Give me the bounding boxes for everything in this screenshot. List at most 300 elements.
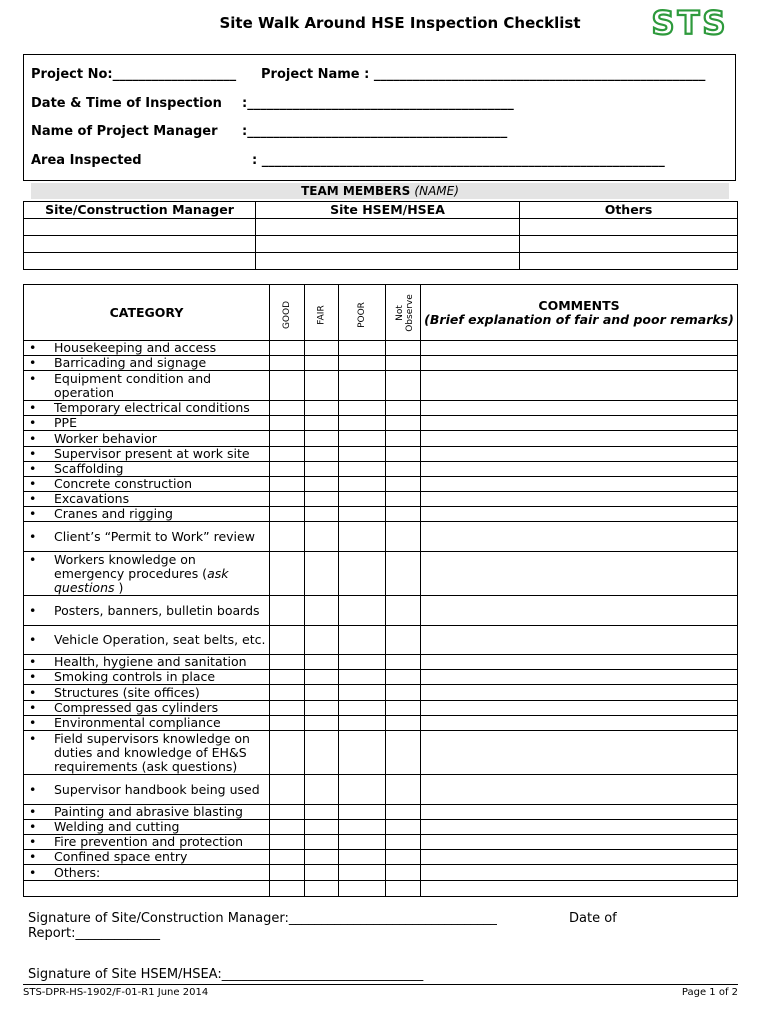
checklist-item-text: Fire prevention and protection — [54, 834, 244, 849]
rating-cell-fair[interactable] — [305, 805, 339, 820]
bullet: • — [29, 528, 37, 544]
checklist-row — [24, 775, 738, 805]
rating-cell-not-observe[interactable] — [386, 416, 421, 431]
checklist-row — [24, 552, 738, 596]
comment-cell[interactable] — [421, 670, 738, 685]
rating-cell-poor[interactable] — [339, 522, 386, 552]
rating-cell-not-observe[interactable] — [386, 716, 421, 731]
team-col-manager: Site/Construction Manager — [24, 202, 256, 219]
comment-cell[interactable] — [421, 552, 738, 596]
rating-cell-poor[interactable] — [339, 865, 386, 881]
blank-cell[interactable] — [386, 881, 421, 897]
checklist-row — [24, 701, 738, 716]
comment-cell[interactable] — [421, 731, 738, 775]
rating-cell-good[interactable] — [270, 835, 305, 850]
checklist-item-text: Field supervisors knowledge on duties and knowledge of EH&S requirements (ask questions) — [54, 730, 250, 774]
blank-cell[interactable] — [421, 881, 738, 897]
rating-cell-not-observe[interactable] — [386, 371, 421, 401]
rating-cell-fair[interactable] — [305, 492, 339, 507]
bullet: • — [29, 340, 37, 355]
checklist-item-text: Confined space entry — [54, 849, 188, 864]
checklist-item-text: Workers knowledge on emergency procedures ( — [54, 551, 208, 581]
checklist-row — [24, 492, 738, 507]
rating-cell-fair[interactable] — [305, 775, 339, 805]
rating-cell-good[interactable] — [270, 552, 305, 596]
checklist-item-text: Supervisor present at work site — [54, 446, 250, 461]
blank-cell[interactable] — [305, 881, 339, 897]
checklist-item-text: Client’s “Permit to Work” review — [54, 528, 255, 544]
bullet: • — [29, 849, 37, 864]
team-row — [24, 253, 738, 270]
comment-cell[interactable] — [421, 371, 738, 401]
checklist-row — [24, 805, 738, 820]
rating-cell-poor[interactable] — [339, 507, 386, 522]
checklist-item — [24, 731, 270, 775]
area-field[interactable]: : ______________________________________________________________ — [252, 153, 665, 168]
blank-cell[interactable] — [270, 881, 305, 897]
rating-cell-fair[interactable] — [305, 356, 339, 371]
checklist-item — [24, 492, 270, 507]
bullet: • — [29, 700, 37, 715]
rating-cell-fair[interactable] — [305, 685, 339, 701]
checklist-row — [24, 477, 738, 492]
rating-cell-good[interactable] — [270, 431, 305, 447]
rating-good-label: GOOD — [281, 300, 292, 330]
comment-cell[interactable] — [421, 701, 738, 716]
rating-cell-good[interactable] — [270, 416, 305, 431]
report-date-line[interactable]: Report:_____________ — [28, 926, 160, 941]
comment-cell[interactable] — [421, 596, 738, 626]
checklist-item — [24, 820, 270, 835]
rating-cell-fair[interactable] — [305, 477, 339, 492]
rating-cell-not-observe[interactable] — [386, 850, 421, 865]
comment-cell[interactable] — [421, 835, 738, 850]
bullet: • — [29, 632, 37, 647]
rating-cell-fair[interactable] — [305, 401, 339, 416]
rating-cell-poor[interactable] — [339, 850, 386, 865]
comment-cell[interactable] — [421, 447, 738, 462]
checklist-item — [24, 356, 270, 371]
bullet: • — [29, 506, 37, 521]
rating-poor-label: POOR — [356, 302, 367, 328]
rating-cell-good[interactable] — [270, 462, 305, 477]
checklist-row — [24, 356, 738, 371]
blank-cell[interactable] — [24, 881, 270, 897]
bullet: • — [29, 461, 37, 476]
rating-cell-fair[interactable] — [305, 371, 339, 401]
checklist-item — [24, 805, 270, 820]
comment-cell[interactable] — [421, 716, 738, 731]
rating-cell-good[interactable] — [270, 731, 305, 775]
rating-cell-not-observe[interactable] — [386, 685, 421, 701]
rating-cell-fair[interactable] — [305, 416, 339, 431]
rating-cell-good[interactable] — [270, 850, 305, 865]
team-cell[interactable] — [24, 253, 256, 270]
checklist-item-text: Barricading and signage — [54, 355, 207, 370]
rating-header-fair — [305, 285, 339, 341]
rating-cell-not-observe[interactable] — [386, 655, 421, 670]
rating-cell-good[interactable] — [270, 401, 305, 416]
rating-cell-good[interactable] — [270, 371, 305, 401]
checklist-row — [24, 670, 738, 685]
team-heading-text: TEAM MEMBERS — [301, 184, 411, 198]
rating-cell-fair[interactable] — [305, 701, 339, 716]
team-row — [24, 236, 738, 253]
rating-cell-not-observe[interactable] — [386, 552, 421, 596]
checklist-item-text: Smoking controls in place — [54, 669, 216, 684]
rating-cell-poor[interactable] — [339, 775, 386, 805]
checklist-item-text: Compressed gas cylinders — [54, 700, 219, 715]
not-observe-line1: Not — [394, 304, 405, 321]
bullet: • — [29, 730, 37, 746]
checklist-row — [24, 416, 738, 431]
bullet: • — [29, 654, 37, 669]
project-no-field[interactable]: Project No:___________________ — [31, 67, 237, 82]
team-cell[interactable] — [256, 219, 520, 236]
rating-cell-fair[interactable] — [305, 447, 339, 462]
bullet: • — [29, 476, 37, 491]
rating-cell-poor[interactable] — [339, 401, 386, 416]
rating-header-poor — [339, 285, 386, 341]
rating-cell-poor[interactable] — [339, 552, 386, 596]
rating-cell-not-observe[interactable] — [386, 865, 421, 881]
rating-cell-not-observe[interactable] — [386, 447, 421, 462]
bullet: • — [29, 400, 37, 415]
team-cell[interactable] — [256, 253, 520, 270]
comment-cell[interactable] — [421, 775, 738, 805]
date-time-field[interactable]: :_________________________________________ — [242, 96, 514, 111]
inspection-checklist-table — [23, 284, 738, 897]
rating-cell-fair[interactable] — [305, 552, 339, 596]
checklist-item-text: Supervisor handbook being used — [54, 781, 260, 797]
checklist-row — [24, 401, 738, 416]
rating-cell-good[interactable] — [270, 716, 305, 731]
bullet: • — [29, 669, 37, 684]
rating-cell-fair[interactable] — [305, 850, 339, 865]
checklist-item — [24, 507, 270, 522]
rating-cell-not-observe[interactable] — [386, 401, 421, 416]
signature-manager-line[interactable]: Signature of Site/Construction Manager:________________________________ — [28, 911, 497, 926]
rating-cell-good[interactable] — [270, 655, 305, 670]
rating-cell-good[interactable] — [270, 685, 305, 701]
document-title: Site Walk Around HSE Inspection Checklist — [219, 14, 581, 32]
rating-header-not-observe — [386, 285, 421, 341]
rating-cell-not-observe[interactable] — [386, 522, 421, 552]
comment-cell[interactable] — [421, 522, 738, 552]
comment-cell[interactable] — [421, 865, 738, 881]
bullet: • — [29, 834, 37, 849]
rating-cell-not-observe[interactable] — [386, 462, 421, 477]
team-cell[interactable] — [520, 219, 738, 236]
comment-cell[interactable] — [421, 507, 738, 522]
comment-cell[interactable] — [421, 356, 738, 371]
rating-cell-good[interactable] — [270, 477, 305, 492]
checklist-item-text: Health, hygiene and sanitation — [54, 654, 247, 669]
checklist-item-tail: ) — [114, 579, 124, 595]
checklist-item — [24, 655, 270, 670]
checklist-item — [24, 552, 270, 596]
bullet: • — [29, 355, 37, 370]
checklist-item — [24, 850, 270, 865]
rating-cell-poor[interactable] — [339, 685, 386, 701]
checklist-item — [24, 716, 270, 731]
bullet: • — [29, 864, 37, 880]
checklist-row — [24, 731, 738, 775]
comment-cell[interactable] — [421, 492, 738, 507]
rating-cell-not-observe[interactable] — [386, 477, 421, 492]
rating-cell-fair[interactable] — [305, 462, 339, 477]
rating-cell-fair[interactable] — [305, 835, 339, 850]
rating-cell-poor[interactable] — [339, 447, 386, 462]
checklist-item — [24, 341, 270, 356]
rating-cell-fair[interactable] — [305, 507, 339, 522]
comment-cell[interactable] — [421, 477, 738, 492]
checklist-item-text: Environmental compliance — [54, 715, 221, 730]
date-time-label: Date & Time of Inspection — [31, 96, 222, 111]
rating-cell-fair[interactable] — [305, 731, 339, 775]
checklist-item-text: Cranes and rigging — [54, 506, 173, 521]
checklist-item — [24, 701, 270, 716]
rating-cell-good[interactable] — [270, 670, 305, 685]
rating-cell-not-observe[interactable] — [386, 596, 421, 626]
rating-cell-not-observe[interactable] — [386, 775, 421, 805]
checklist-item — [24, 835, 270, 850]
rating-cell-good[interactable] — [270, 447, 305, 462]
bullet: • — [29, 430, 37, 446]
rating-cell-good[interactable] — [270, 522, 305, 552]
footer-rule — [23, 984, 738, 985]
rating-cell-fair[interactable] — [305, 626, 339, 655]
rating-cell-poor[interactable] — [339, 371, 386, 401]
page-number: Page 1 of 2 — [681, 987, 738, 998]
rating-cell-good[interactable] — [270, 492, 305, 507]
team-cell[interactable] — [520, 236, 738, 253]
checklist-item-text: Vehicle Operation, seat belts, etc. — [54, 632, 266, 647]
rating-cell-not-observe[interactable] — [386, 431, 421, 447]
checklist-row — [24, 507, 738, 522]
rating-cell-fair[interactable] — [305, 596, 339, 626]
checklist-item-emphasis: ask questions — [54, 565, 229, 595]
checklist-row — [24, 835, 738, 850]
rating-cell-poor[interactable] — [339, 492, 386, 507]
checklist-row — [24, 655, 738, 670]
rating-cell-poor[interactable] — [339, 356, 386, 371]
checklist-item — [24, 522, 270, 552]
checklist-item-text: Scaffolding — [54, 461, 124, 476]
rating-cell-fair[interactable] — [305, 522, 339, 552]
rating-cell-poor[interactable] — [339, 731, 386, 775]
category-header: CATEGORY — [24, 285, 270, 341]
rating-cell-poor[interactable] — [339, 477, 386, 492]
rating-cell-poor[interactable] — [339, 835, 386, 850]
team-cell[interactable] — [24, 219, 256, 236]
bullet: • — [29, 819, 37, 834]
bullet: • — [29, 684, 37, 700]
rating-cell-good[interactable] — [270, 596, 305, 626]
rating-cell-good[interactable] — [270, 507, 305, 522]
checklist-item — [24, 775, 270, 805]
checklist-blank-row — [24, 881, 738, 897]
rating-cell-poor[interactable] — [339, 820, 386, 835]
checklist-item — [24, 431, 270, 447]
sts-logo — [648, 2, 732, 42]
rating-cell-not-observe[interactable] — [386, 805, 421, 820]
checklist-item-text: Structures (site offices) — [54, 684, 200, 700]
checklist-row — [24, 447, 738, 462]
rating-cell-poor[interactable] — [339, 596, 386, 626]
rating-cell-fair[interactable] — [305, 820, 339, 835]
rating-cell-good[interactable] — [270, 341, 305, 356]
checklist-item — [24, 462, 270, 477]
checklist-item — [24, 371, 270, 401]
bullet: • — [29, 715, 37, 730]
rating-cell-not-observe[interactable] — [386, 341, 421, 356]
checklist-row — [24, 431, 738, 447]
checklist-item — [24, 685, 270, 701]
comment-cell[interactable] — [421, 431, 738, 447]
rating-cell-poor[interactable] — [339, 655, 386, 670]
checklist-item-text: Welding and cutting — [54, 819, 180, 834]
rating-cell-not-observe[interactable] — [386, 492, 421, 507]
rating-cell-fair[interactable] — [305, 670, 339, 685]
blank-cell[interactable] — [339, 881, 386, 897]
checklist-item-text: Housekeeping and access — [54, 340, 217, 355]
not-observe-line2: Observe — [404, 293, 415, 332]
rating-cell-good[interactable] — [270, 701, 305, 716]
team-row — [24, 219, 738, 236]
rating-cell-fair[interactable] — [305, 655, 339, 670]
comment-cell[interactable] — [421, 655, 738, 670]
checklist-item-text: Temporary electrical conditions — [54, 400, 250, 415]
checklist-row — [24, 820, 738, 835]
checklist-row — [24, 865, 738, 881]
bullet: • — [29, 602, 37, 618]
rating-cell-poor[interactable] — [339, 462, 386, 477]
checklist-item — [24, 416, 270, 431]
rating-cell-poor[interactable] — [339, 431, 386, 447]
checklist-item-text: Posters, banners, bulletin boards — [54, 602, 260, 618]
checklist-item — [24, 670, 270, 685]
rating-cell-not-observe[interactable] — [386, 507, 421, 522]
date-of-label: Date of — [569, 911, 617, 926]
rating-cell-not-observe[interactable] — [386, 626, 421, 655]
rating-cell-poor[interactable] — [339, 626, 386, 655]
bullet: • — [29, 491, 37, 506]
rating-header-good — [270, 285, 305, 341]
project-info-box — [23, 54, 736, 181]
rating-cell-not-observe[interactable] — [386, 731, 421, 775]
comment-cell[interactable] — [421, 850, 738, 865]
rating-cell-poor[interactable] — [339, 416, 386, 431]
checklist-item-text: Equipment condition and operation — [54, 370, 212, 400]
rating-cell-good[interactable] — [270, 626, 305, 655]
rating-cell-good[interactable] — [270, 805, 305, 820]
checklist-item-text: PPE — [54, 415, 77, 430]
comment-cell[interactable] — [421, 820, 738, 835]
rating-cell-fair[interactable] — [305, 865, 339, 881]
comment-cell[interactable] — [421, 805, 738, 820]
manager-label: Name of Project Manager — [31, 124, 218, 139]
checklist-item — [24, 626, 270, 655]
rating-cell-poor[interactable] — [339, 716, 386, 731]
team-cell[interactable] — [520, 253, 738, 270]
checklist-item-text: Excavations — [54, 491, 130, 506]
rating-cell-poor[interactable] — [339, 805, 386, 820]
rating-cell-good[interactable] — [270, 820, 305, 835]
comment-cell[interactable] — [421, 416, 738, 431]
manager-field[interactable]: :________________________________________ — [242, 124, 508, 139]
rating-cell-poor[interactable] — [339, 341, 386, 356]
team-members-table — [23, 201, 738, 270]
checklist-row — [24, 850, 738, 865]
rating-cell-good[interactable] — [270, 865, 305, 881]
logo-text: STS — [651, 4, 729, 42]
comment-cell[interactable] — [421, 626, 738, 655]
checklist-item — [24, 865, 270, 881]
signature-hsem-line[interactable]: Signature of Site HSEM/HSEA:_______________________________ — [28, 967, 424, 982]
rating-cell-not-observe[interactable] — [386, 820, 421, 835]
rating-cell-good[interactable] — [270, 356, 305, 371]
checklist-row — [24, 685, 738, 701]
checklist-item — [24, 596, 270, 626]
rating-cell-not-observe[interactable] — [386, 701, 421, 716]
checklist-row — [24, 596, 738, 626]
team-heading-note: (NAME) — [414, 184, 459, 198]
comment-cell[interactable] — [421, 401, 738, 416]
comment-cell[interactable] — [421, 685, 738, 701]
comment-cell[interactable] — [421, 341, 738, 356]
rating-cell-poor[interactable] — [339, 670, 386, 685]
team-cell[interactable] — [256, 236, 520, 253]
rating-cell-fair[interactable] — [305, 716, 339, 731]
team-col-others: Others — [520, 202, 738, 219]
document-code: STS-DPR-HS-1902/F-01-R1 June 2014 — [23, 987, 209, 998]
bullet: • — [29, 804, 37, 819]
checklist-item — [24, 447, 270, 462]
rating-cell-good[interactable] — [270, 775, 305, 805]
checklist-row — [24, 371, 738, 401]
bullet: • — [29, 781, 37, 797]
project-name-field[interactable]: Project Name : ___________________________________________________ — [261, 67, 706, 82]
checklist-row — [24, 626, 738, 655]
checklist-row — [24, 716, 738, 731]
team-members-heading — [31, 183, 729, 199]
comments-header — [421, 285, 738, 341]
rating-cell-fair[interactable] — [305, 431, 339, 447]
area-label: Area Inspected — [31, 153, 142, 168]
checklist-item — [24, 401, 270, 416]
rating-cell-not-observe[interactable] — [386, 835, 421, 850]
checklist-row — [24, 522, 738, 552]
rating-cell-not-observe[interactable] — [386, 356, 421, 371]
comment-cell[interactable] — [421, 462, 738, 477]
rating-fair-label: FAIR — [316, 305, 327, 325]
checklist-item — [24, 477, 270, 492]
comments-subtitle: (Brief explanation of fair and poor remarks) — [424, 311, 734, 327]
rating-cell-not-observe[interactable] — [386, 670, 421, 685]
team-cell[interactable] — [24, 236, 256, 253]
bullet: • — [29, 415, 37, 430]
rating-cell-poor[interactable] — [339, 701, 386, 716]
checklist-row — [24, 341, 738, 356]
bullet: • — [29, 370, 37, 386]
team-col-hsem: Site HSEM/HSEA — [256, 202, 520, 219]
bullet: • — [29, 446, 37, 461]
checklist-item-text: Worker behavior — [54, 430, 157, 446]
checklist-item-text: Painting and abrasive blasting — [54, 804, 243, 819]
rating-cell-fair[interactable] — [305, 341, 339, 356]
checklist-item-text: Others: — [54, 864, 101, 880]
